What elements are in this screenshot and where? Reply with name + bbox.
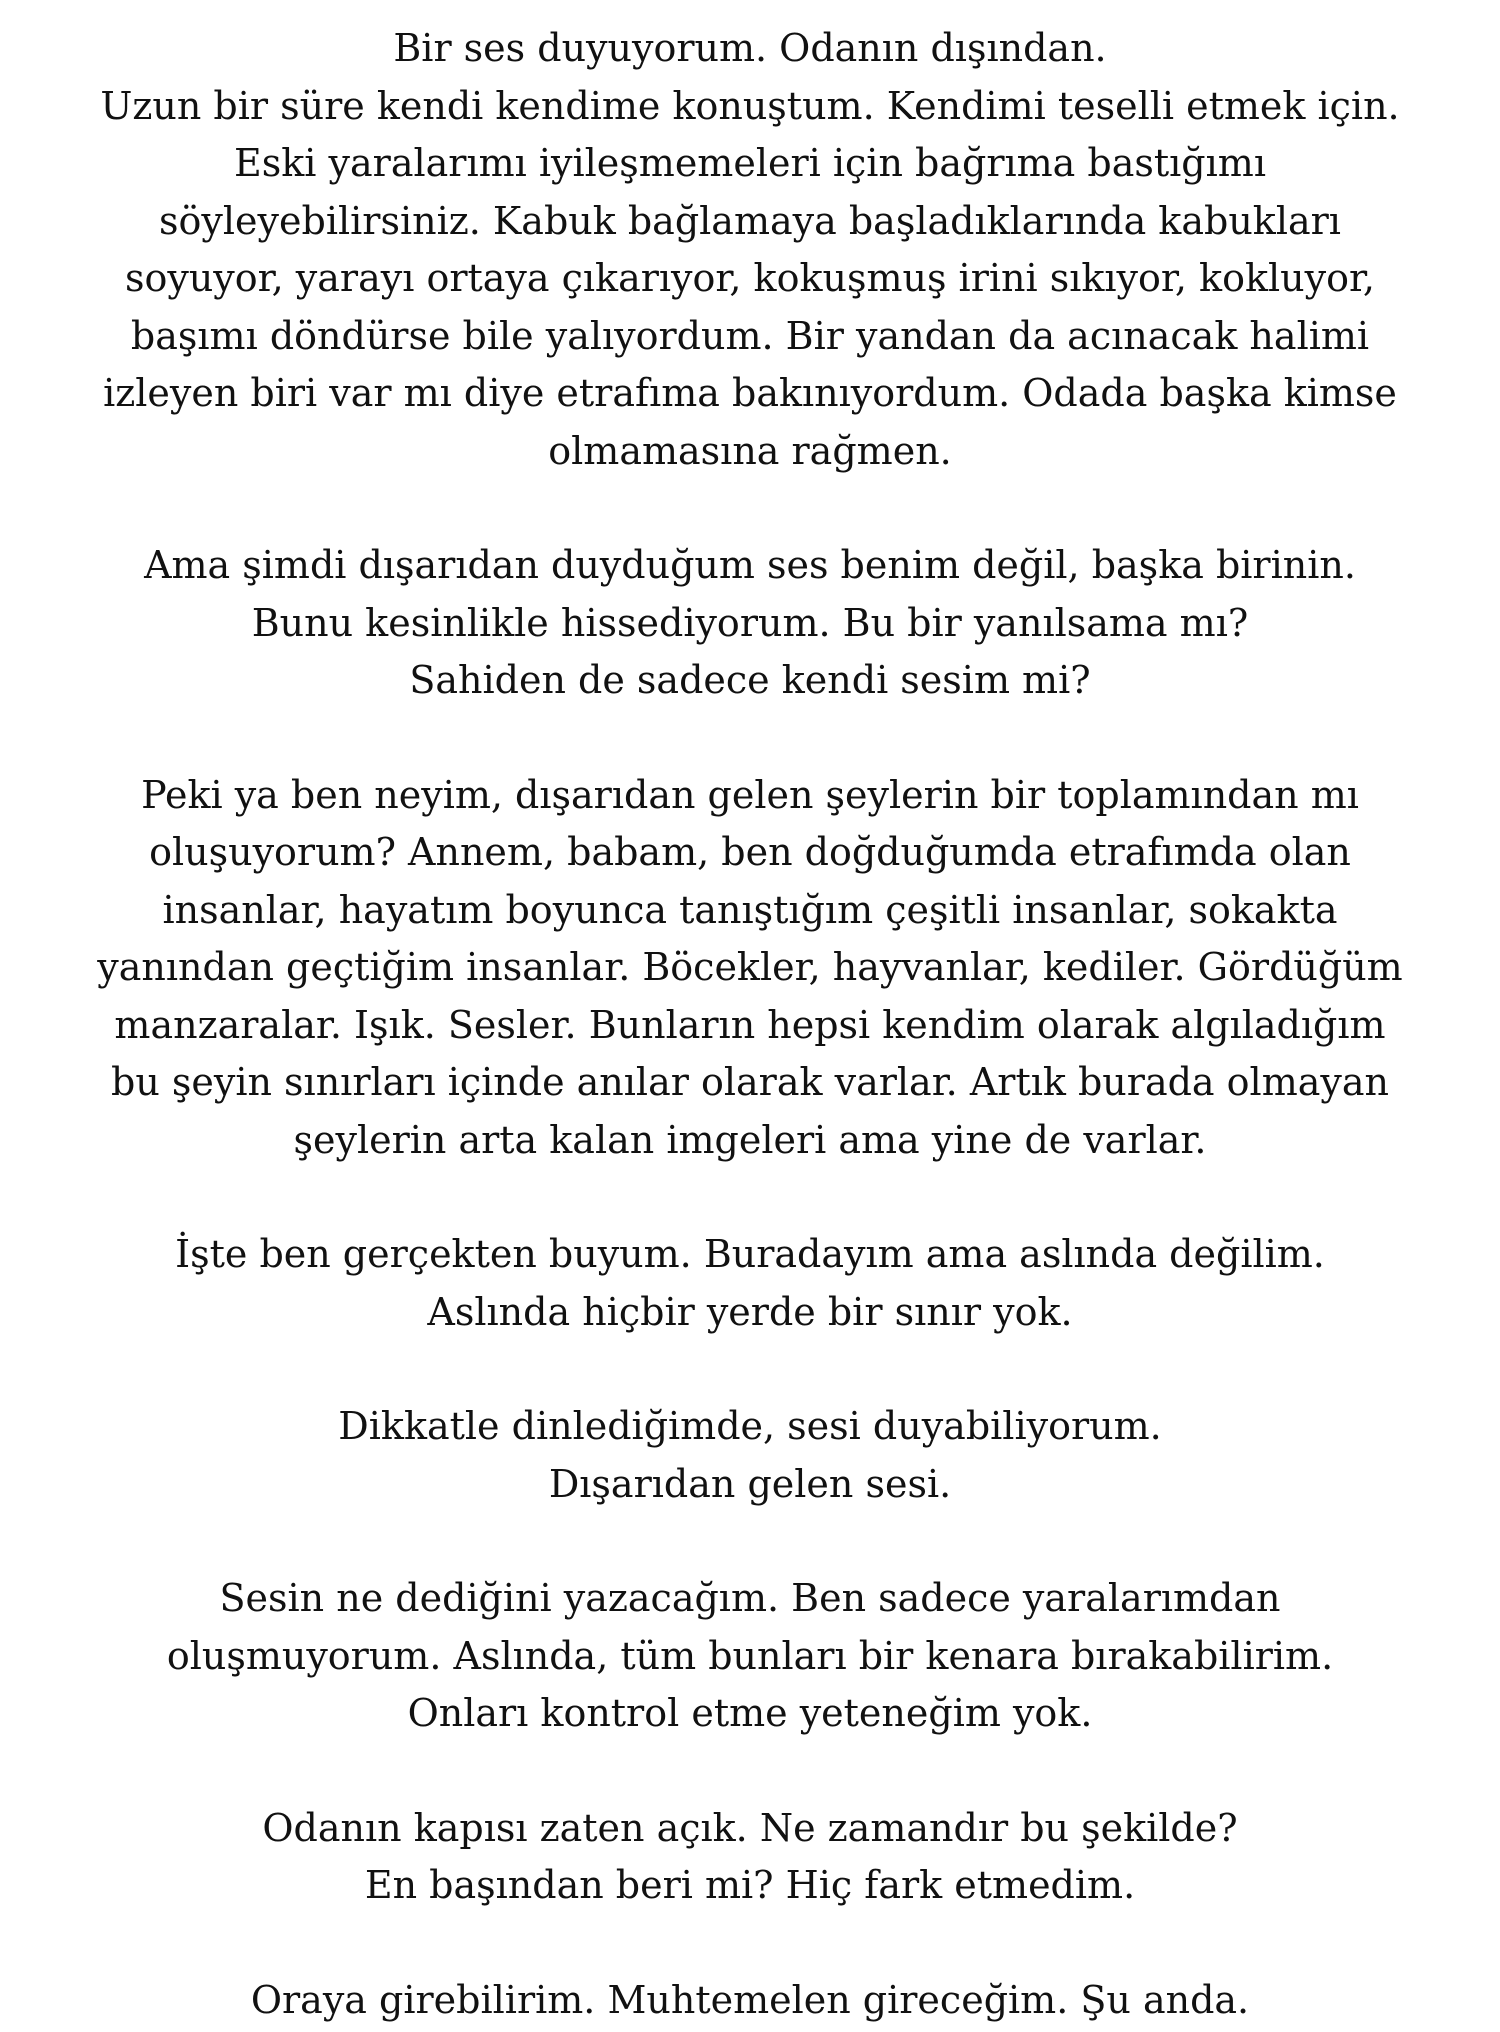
text-line: Bir ses duyuyorum. Odanın dışından.	[393, 26, 1107, 70]
text-line: Oraya girebilirim. Muhtemelen gireceğim. Şu anda.	[250, 1977, 1250, 2022]
text-line: Peki ya ben neyim, dışarıdan gelen şeylerin bir toplamından mı	[141, 772, 1359, 817]
paragraph-7	[0, 1800, 1500, 1915]
text-line: bu şeyin sınırları içinde anılar olarak varlar. Artık burada olmayan	[111, 1060, 1389, 1104]
text-line: Dışarıdan gelen sesi.	[548, 1461, 952, 1506]
paragraph-3	[0, 767, 1500, 1170]
text-line: Aslında hiçbir yerde bir sınır yok.	[427, 1289, 1073, 1334]
paragraph-4	[0, 1226, 1500, 1341]
text-line: Eski yaralarımı iyileşmemeleri için bağrıma bastığımı	[234, 141, 1266, 185]
paragraph-2	[0, 537, 1500, 710]
paragraph-8	[0, 1972, 1500, 2030]
text-line: Sahiden de sadece kendi sesim mi?	[409, 658, 1091, 702]
text-line: şeylerin arta kalan imgeleri ama yine de varlar.	[293, 1117, 1207, 1162]
text-line: yanından geçtiğim insanlar. Böcekler, hayvanlar, kediler. Gördüğüm	[97, 945, 1403, 989]
text-line: oluşuyorum? Annem, babam, ben doğduğumda etrafımda olan	[149, 830, 1351, 874]
text-line: Sesin ne dediğini yazacağım. Ben sadece yaralarımdan	[219, 1576, 1281, 1620]
text-body	[0, 20, 1500, 2029]
text-line: izleyen biri var mı diye etrafıma bakınıyordum. Odada başka kimse	[103, 371, 1397, 415]
text-line: başımı döndürse bile yalıyordum. Bir yandan da acınacak halimi	[130, 313, 1370, 358]
paragraph-5	[0, 1398, 1500, 1513]
text-line: En başından beri mi? Hiç fark etmedim.	[364, 1863, 1136, 1907]
text-line: Ama şimdi dışarıdan duyduğum ses benim değil, başka birinin.	[144, 543, 1356, 587]
text-line: Odanın kapısı zaten açık. Ne zamandır bu şekilde?	[262, 1805, 1238, 1850]
text-line: Dikkatle dinlediğimde, sesi duyabiliyorum.	[338, 1404, 1162, 1448]
text-line: oluşmuyorum. Aslında, tüm bunları bir kenara bırakabilirim.	[166, 1633, 1334, 1678]
paragraph-6	[0, 1570, 1500, 1743]
text-line: insanlar, hayatım boyunca tanıştığım çeşitli insanlar, sokakta	[162, 887, 1338, 932]
text-line: Bunu kesinlikle hissediyorum. Bu bir yanılsama mı?	[251, 600, 1249, 645]
text-line: manzaralar. Işık. Sesler. Bunların hepsi kendim olarak algıladığım	[114, 1002, 1386, 1047]
text-line: İşte ben gerçekten buyum. Buradayım ama aslında değilim.	[175, 1232, 1325, 1276]
paragraph-1	[0, 20, 1500, 480]
text-line: Uzun bir süre kendi kendime konuştum. Kendimi teselli etmek için.	[100, 83, 1400, 128]
text-line: soyuyor, yarayı ortaya çıkarıyor, kokuşmuş irini sıkıyor, kokluyor,	[124, 256, 1376, 300]
text-line: söyleyebilirsiniz. Kabuk bağlamaya başladıklarında kabukları	[159, 198, 1341, 243]
text-line: Onları kontrol etme yeteneğim yok.	[407, 1691, 1093, 1735]
text-line: olmamasına rağmen.	[548, 428, 952, 473]
